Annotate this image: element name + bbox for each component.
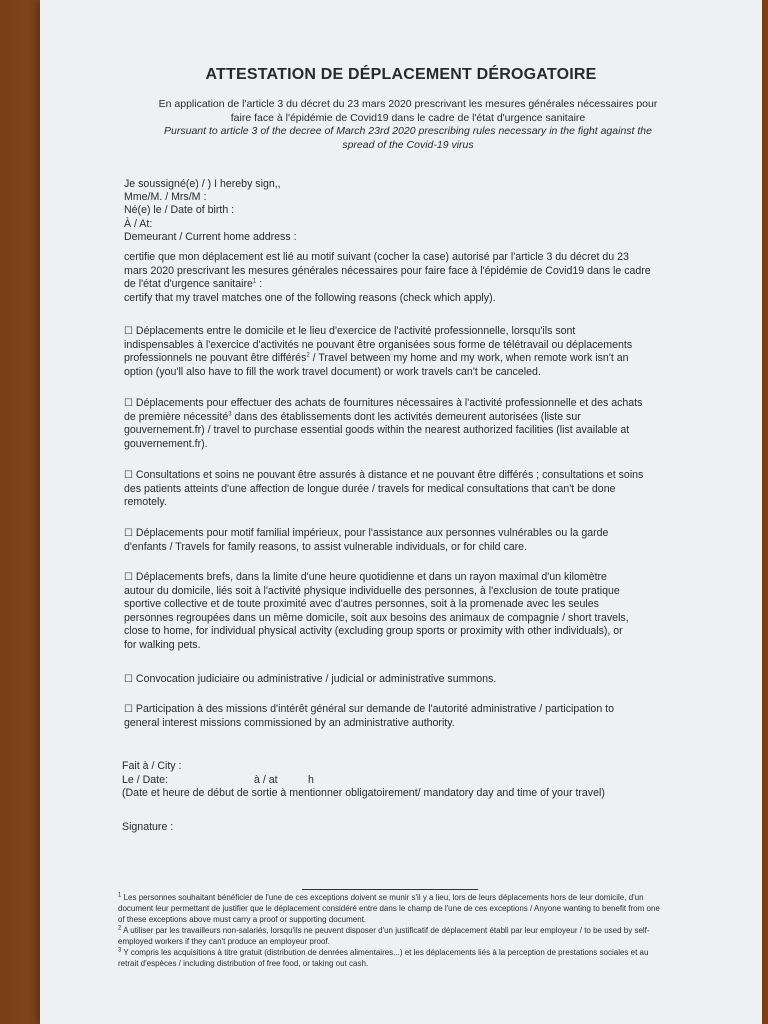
hour-field[interactable]: h — [308, 773, 314, 786]
reason-work-travel: ☐ Déplacements entre le domicile et le lieu d'exercice de l'activité professionnelle, lorsqu'ils sont indispensables à l'exercice d'activités ne pouvant être organisées sous forme de télétravail ou déplacements professionnels ne pouvant être différés$^2$ / Travel between my home and my work, when remote work isn't an option (you'll also have to fill the work travel document) or work travels can't be canceled. — [124, 325, 633, 378]
checkbox-purchases[interactable]: ☐ — [124, 398, 133, 409]
field-address: Demeurant / Current home address : — [124, 230, 297, 243]
footnote-1: $^1$ Les personnes souhaitant bénéficier de l'une de ces exceptions doivent se munir s'il y a lieu, lors de leurs déplacements hors de leur domicile, d'un document leur permettant de justifier que le déplacement considéré entre dans le champ de l'une de ces exceptions / Anyone wanting to benefit from one of these exceptions above must carry a proof or supporting document. — [118, 892, 660, 924]
checkbox-family[interactable]: ☐ — [124, 528, 133, 539]
checkbox-summons[interactable]: ☐ — [124, 674, 133, 685]
date-note: (Date et heure de début de sortie à mentionner obligatoirement/ mandatory day and time of your travel) — [122, 787, 605, 800]
intro-paragraph — [90, 98, 726, 152]
attestation-paper — [40, 0, 762, 1024]
intro-fr-line: faire face à l'épidémie de Covid19 dans le cadre de l'état d'urgence sanitaire — [230, 111, 586, 124]
field-name: Je soussigné(e) / ) I hereby sign,, — [124, 178, 281, 190]
field-birthplace: À / At: — [124, 217, 153, 230]
document-title: ATTESTATION DE DÉPLACEMENT DÉROGATOIRE — [205, 66, 597, 83]
reason-general-interest: ☐ Participation à des missions d'intérêt général sur demande de l'autorité administrative / participation to general interest missions commissioned by an administrative authority. — [124, 703, 614, 729]
reason-short-travel: ☐ Déplacements brefs, dans la limite d'une heure quotidienne et dans un rayon maximal d'un kilomètre autour du domicile, liés soit à l'activité physique individuelle des personnes, à l'exclusion de toute pratique sportive collective et de toute proximité avec d'autres personnes, soit à la promenade avec les seules personnes regroupées dans un même domicile, soit aux besoins des animaux de compagnie / short travels, close to home, for individual physical activity (excluding group sports or proximity with other individuals), or for walking pets. — [124, 571, 629, 651]
identity-fields — [124, 178, 297, 244]
footnote-3: $^3$ Y compris les acquisitions à titre gratuit (distribution de denrées alimentaires...) et les déplacements liés à la perception de prestations sociales et au retrait d'espèces / including distribution of free food, or taking out cash. — [118, 947, 649, 968]
city-field[interactable]: Fait à / City : — [122, 760, 182, 772]
checkbox-work[interactable]: ☐ — [124, 326, 133, 337]
intro-en-line: Pursuant to article 3 of the decree of March 23rd 2020 prescribing rules necessary in the fight against the — [164, 125, 652, 137]
reason-purchases: ☐ Déplacements pour effectuer des achats de fournitures nécessaires à l'activité professionnelle et des achats de première nécessité$^3$ dans des établissements dont les activités demeurent autorisées (liste sur gouvernement.fr) / travel to purchase essential goods within the nearest authorized facilities (list available at gouvernement.fr). — [124, 397, 643, 450]
footnotes — [118, 892, 666, 969]
time-at-label: à / at — [254, 773, 278, 786]
reason-summons: ☐ Convocation judiciaire ou administrative / judicial or administrative summons. — [124, 673, 497, 685]
signature-field[interactable]: Signature : — [122, 821, 174, 833]
footnote-2: $^2$ A utiliser par les travailleurs non-salariés, lorsqu'ils ne peuvent disposer d'un justificatif de déplacement établi par leur employeur / to be used by self-employed workers if they can't produce an employeur proof. — [118, 925, 650, 946]
date-field[interactable]: Le / Date: — [122, 773, 168, 786]
certify-paragraph: certifie que mon déplacement est lié au motif suivant (cocher la case) autorisé par l'article 3 du décret du 23 mars 2020 prescrivant les mesures générales nécessaires pour faire face à l'épidémie de Covid19 dans le cadre de l'état d'urgence sanitaire$^1$ : certify that my travel matches one of the following reasons (check which apply). — [124, 251, 651, 304]
reason-medical: ☐ Consultations et soins ne pouvant être assurés à distance et ne pouvant être différés ; consultations et soins des patients atteints d'une affection de longue durée / travels for medical consultations that can't be done remotely. — [124, 469, 644, 509]
intro-en-line: spread of the Covid-19 virus — [342, 138, 474, 151]
place-date-block — [122, 760, 722, 801]
checkbox-short-travel[interactable]: ☐ — [124, 572, 133, 583]
intro-fr-line: En application de l'article 3 du décret du 23 mars 2020 prescrivant les mesures générales nécessaires pour — [158, 98, 658, 110]
reason-family: ☐ Déplacements pour motif familial impérieux, pour l'assistance aux personnes vulnérables ou la garde d'enfants / Travels for family reasons, to assist vulnerable individuals, or for child care. — [124, 527, 609, 553]
field-title: Mme/M. / Mrs/M : — [124, 191, 207, 204]
field-birthdate: Né(e) le / Date of birth : — [124, 204, 235, 217]
footnote-separator — [302, 889, 478, 890]
checkbox-general-interest[interactable]: ☐ — [124, 704, 133, 715]
checkbox-medical[interactable]: ☐ — [124, 470, 133, 481]
